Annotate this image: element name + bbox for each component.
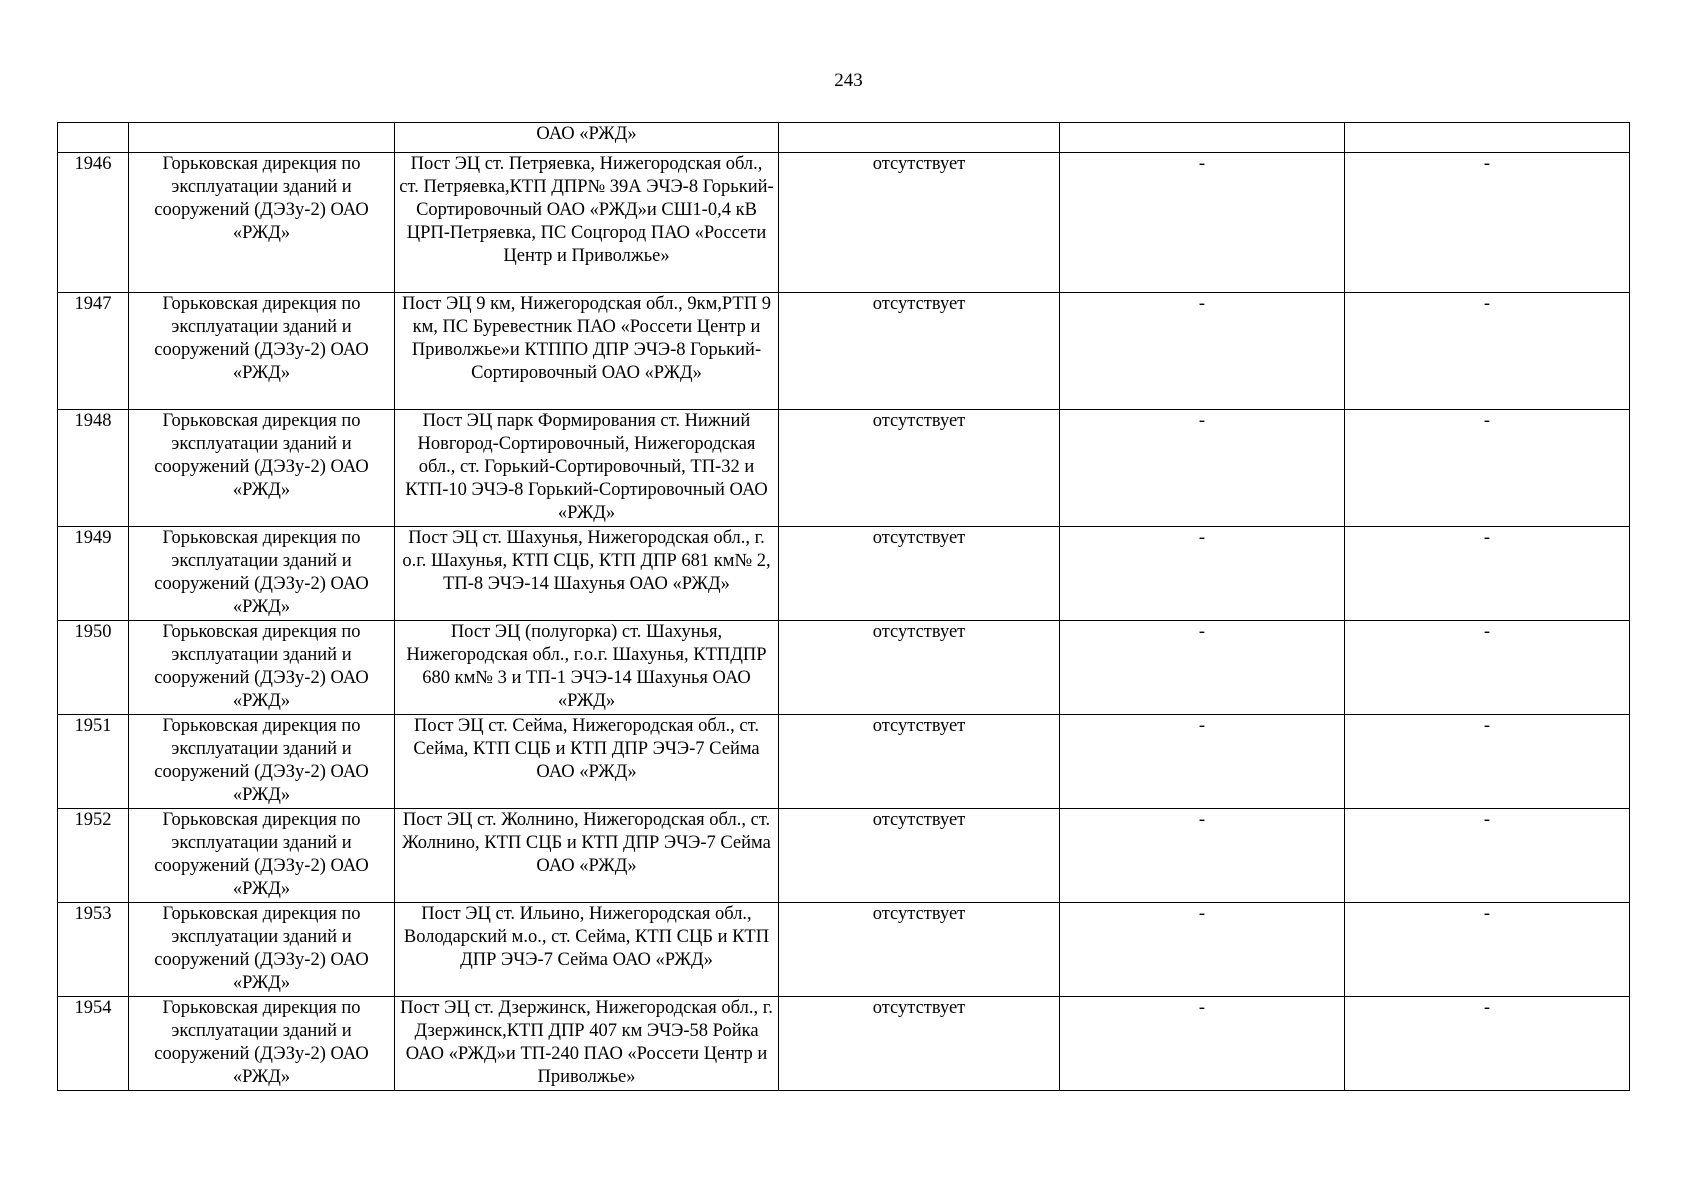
cell-col6: - [1345,715,1630,809]
table-row [58,809,1630,903]
cell-col5: - [1060,153,1345,293]
table-row [58,903,1630,997]
cell-status: отсутствует [779,527,1060,621]
page-number: 243 [834,70,863,91]
cell-organization: Горьковская дирекция по эксплуатации зданий и сооружений (ДЭЗу-2) ОАО «РЖД» [129,293,395,410]
cell-col5: - [1060,410,1345,527]
table-row [58,410,1630,527]
cell-number: 1948 [58,410,129,527]
cell-col6: - [1345,153,1630,293]
cell-status: отсутствует [779,293,1060,410]
table-row [58,527,1630,621]
cell-location: ОАО «РЖД» [395,123,779,153]
cell-number [58,123,129,153]
cell-location: Пост ЭЦ парк Формирования ст. Нижний Новгород-Сортировочный, Нижегородская обл., ст. Горький-Сортировочный, ТП-32 и КТП-10 ЭЧЭ-8 Горький-Сортировочный ОАО «РЖД» [395,410,779,527]
cell-col5: - [1060,997,1345,1091]
continuation-row [58,123,1630,153]
cell-col6: - [1345,809,1630,903]
cell-location: Пост ЭЦ (полугорка) ст. Шахунья, Нижегородская обл., г.о.г. Шахунья, КТПДПР 680 км№ 3 и ТП-1 ЭЧЭ-14 Шахунья ОАО «РЖД» [395,621,779,715]
cell-col5: - [1060,809,1345,903]
cell-organization: Горьковская дирекция по эксплуатации зданий и сооружений (ДЭЗу-2) ОАО «РЖД» [129,715,395,809]
table-row [58,621,1630,715]
cell-status: отсутствует [779,809,1060,903]
cell-organization: Горьковская дирекция по эксплуатации зданий и сооружений (ДЭЗу-2) ОАО «РЖД» [129,410,395,527]
cell-col5: - [1060,621,1345,715]
table-row [58,997,1630,1091]
cell-number: 1954 [58,997,129,1091]
cell-number: 1951 [58,715,129,809]
cell-number: 1946 [58,153,129,293]
cell-number: 1950 [58,621,129,715]
cell-location: Пост ЭЦ ст. Жолнино, Нижегородская обл., ст. Жолнино, КТП СЦБ и КТП ДПР ЭЧЭ-7 Сейма ОАО «РЖД» [395,809,779,903]
cell-status: отсутствует [779,621,1060,715]
cell-location: Пост ЭЦ 9 км, Нижегородская обл., 9км,РТП 9 км, ПС Буревестник ПАО «Россети Центр и Приволжье»и КТППО ДПР ЭЧЭ-8 Горький-Сортировочный ОАО «РЖД» [395,293,779,410]
cell-organization: Горьковская дирекция по эксплуатации зданий и сооружений (ДЭЗу-2) ОАО «РЖД» [129,527,395,621]
cell-organization: Горьковская дирекция по эксплуатации зданий и сооружений (ДЭЗу-2) ОАО «РЖД» [129,809,395,903]
cell-number: 1952 [58,809,129,903]
cell-col5: - [1060,527,1345,621]
cell-location: Пост ЭЦ ст. Петряевка, Нижегородская обл., ст. Петряевка,КТП ДПР№ 39А ЭЧЭ-8 Горький-Сортировочный ОАО «РЖД»и СШ1-0,4 кВ ЦРП-Петряевка, ПС Соцгород ПАО «Россети Центр и Приволжье» [395,153,779,293]
cell-number: 1949 [58,527,129,621]
cell-organization: Горьковская дирекция по эксплуатации зданий и сооружений (ДЭЗу-2) ОАО «РЖД» [129,621,395,715]
cell-col6 [1345,123,1630,153]
registry-table-body [58,123,1630,1091]
table-row [58,153,1630,293]
cell-status [779,123,1060,153]
cell-col6: - [1345,293,1630,410]
cell-status: отсутствует [779,715,1060,809]
cell-organization: Горьковская дирекция по эксплуатации зданий и сооружений (ДЭЗу-2) ОАО «РЖД» [129,997,395,1091]
cell-status: отсутствует [779,153,1060,293]
cell-col6: - [1345,527,1630,621]
cell-number: 1953 [58,903,129,997]
cell-col6: - [1345,621,1630,715]
table-row [58,293,1630,410]
cell-location: Пост ЭЦ ст. Сейма, Нижегородская обл., ст. Сейма, КТП СЦБ и КТП ДПР ЭЧЭ-7 Сейма ОАО «РЖД» [395,715,779,809]
cell-location: Пост ЭЦ ст. Ильино, Нижегородская обл., Володарский м.о., ст. Сейма, КТП СЦБ и КТП ДПР ЭЧЭ-7 Сейма ОАО «РЖД» [395,903,779,997]
cell-status: отсутствует [779,410,1060,527]
cell-organization [129,123,395,153]
cell-organization: Горьковская дирекция по эксплуатации зданий и сооружений (ДЭЗу-2) ОАО «РЖД» [129,903,395,997]
cell-col6: - [1345,903,1630,997]
cell-organization: Горьковская дирекция по эксплуатации зданий и сооружений (ДЭЗу-2) ОАО «РЖД» [129,153,395,293]
cell-status: отсутствует [779,997,1060,1091]
cell-status: отсутствует [779,903,1060,997]
registry-table [57,122,1630,1091]
cell-col5 [1060,123,1345,153]
cell-col5: - [1060,715,1345,809]
table-row [58,715,1630,809]
cell-number: 1947 [58,293,129,410]
cell-location: Пост ЭЦ ст. Дзержинск, Нижегородская обл., г. Дзержинск,КТП ДПР 407 км ЭЧЭ-58 Ройка ОАО «РЖД»и ТП-240 ПАО «Россети Центр и Приволжье» [395,997,779,1091]
cell-location: Пост ЭЦ ст. Шахунья, Нижегородская обл., г. о.г. Шахунья, КТП СЦБ, КТП ДПР 681 км№ 2, ТП-8 ЭЧЭ-14 Шахунья ОАО «РЖД» [395,527,779,621]
cell-col5: - [1060,903,1345,997]
cell-col5: - [1060,293,1345,410]
cell-col6: - [1345,997,1630,1091]
cell-col6: - [1345,410,1630,527]
